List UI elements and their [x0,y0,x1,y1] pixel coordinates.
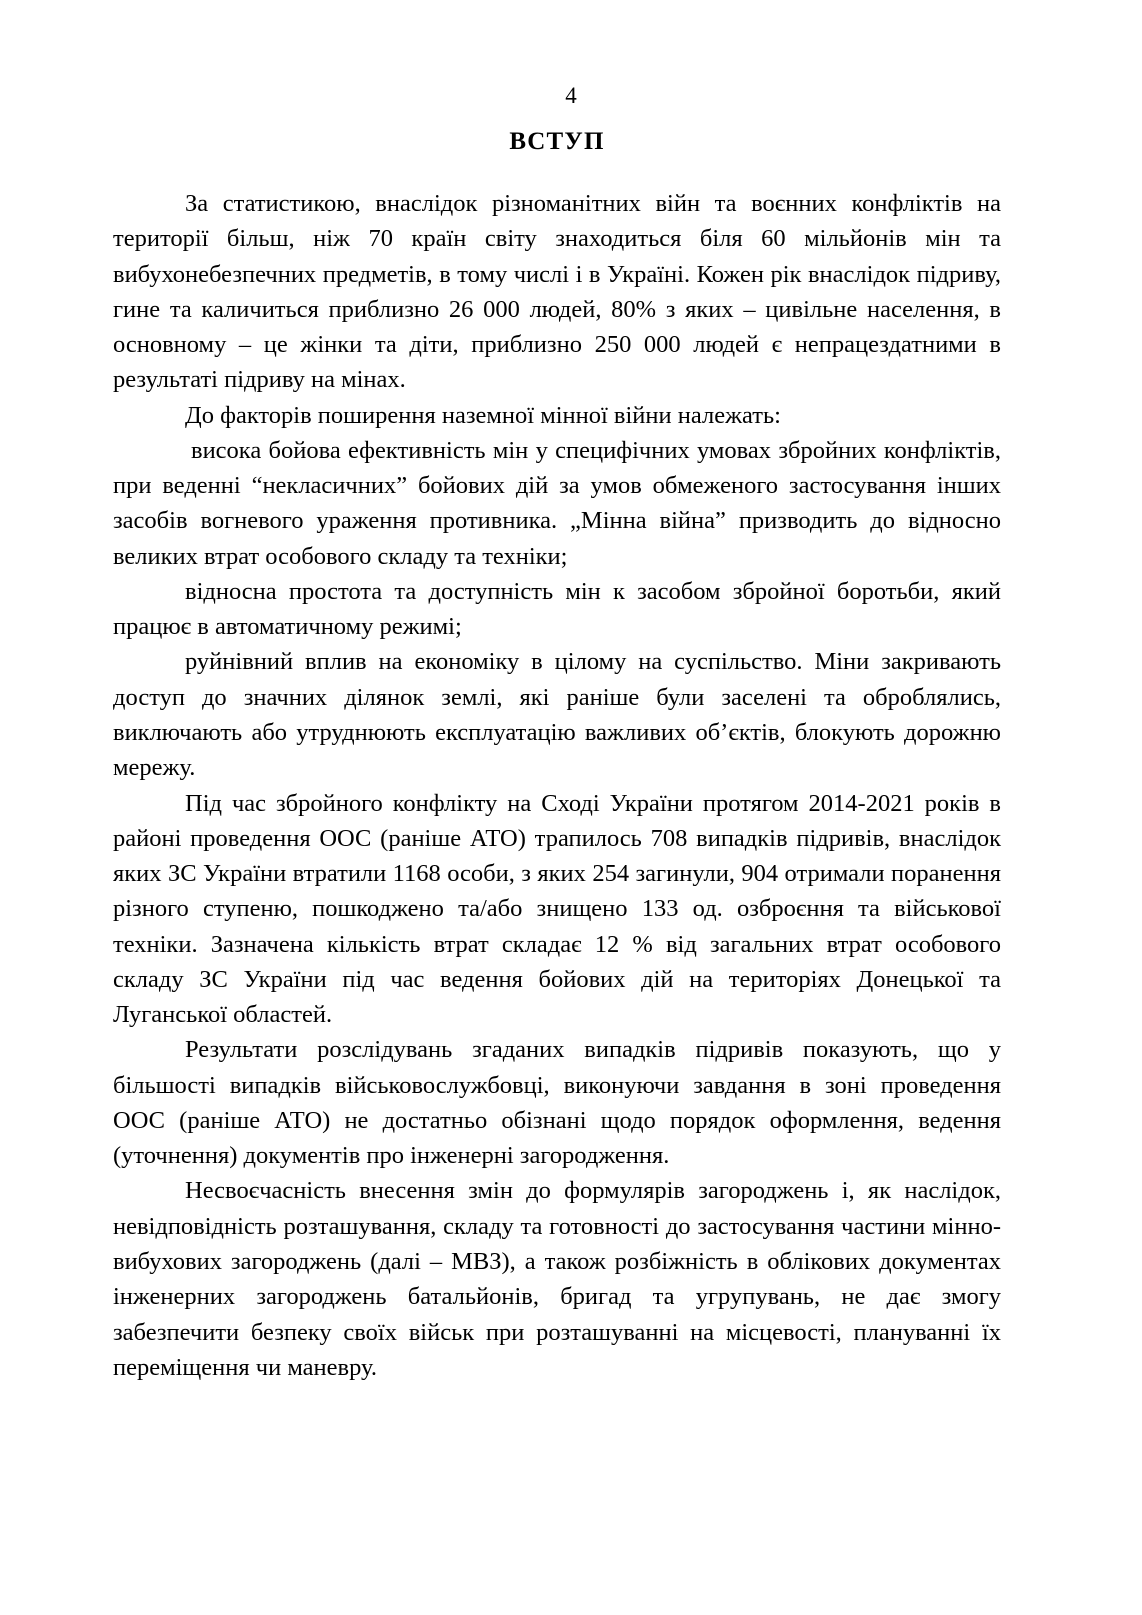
paragraph-4: відносна простота та доступність мін к засобом збройної боротьби, який працює в автоматичному режимі; [113,577,1001,641]
paragraph-5: руйнівний вплив на економіку в цілому на суспільство. Міни закривають доступ до значних ділянок землі, які раніше були заселені та оброблялись, виключають або утруднюють експлуатацію важливих об’єктів, блокують дорожню мережу. [113,648,1001,782]
paragraph-7: Результати розслідувань згаданих випадків підривів показують, що у більшості випадків військовослужбовці, виконуючи завдання в зоні проведення ООС (раніше АТО) не достатньо обізнані щодо порядок оформлення, ведення (уточнення) документів про інженерні загородження. [113,1036,1001,1170]
page-content [113,128,1001,1385]
paragraph-8: Несвоєчасність внесення змін до формулярів загороджень і, як наслідок, невідповідність розташування, складу та готовності до застосування частини мінно-вибухових загороджень (далі – МВЗ), а також розбіжність в облікових документах інженерних загороджень батальйонів, бригад та угрупувань, не дає змогу забезпечити безпеку своїх військ при розташуванні на місцевості, плануванні їх переміщення чи маневру. [113,1177,1001,1381]
page-title: ВСТУП [509,128,605,155]
paragraph-1: За статистикою, внаслідок різноманітних війн та воєнних конфліктів на території більш, ніж 70 країн світу знаходиться біля 60 мільйонів мін та вибухонебезпечних предметів, в тому числі і в Україні. Кожен рік внаслідок підриву, гине та каличиться приблизно 26 000 людей, 80% з яких – цивільне населення, в основному – це жінки та діти, приблизно 250 000 людей є непрацездатними в результаті підриву на мінах. [113,190,1001,394]
paragraph-3: висока бойова ефективність мін у специфічних умовах збройних конфліктів, при веденні “некласичних” бойових дій за умов обмеженого застосування інших засобів вогневого ураження противника. „Мінна війна” призводить до відносно великих втрат особового складу та техніки; [113,436,1001,570]
paragraph-2: До факторів поширення наземної мінної війни належать: [185,401,781,429]
paragraph-6: Під час збройного конфлікту на Сході України протягом 2014-2021 років в районі проведення ООС (раніше АТО) трапилось 708 випадків підривів, внаслідок яких ЗС України втратили 1168 особи, з яких 254 загинули, 904 отримали поранення різного ступеню, пошкоджено та/або знищено 133 од. озброєння та військової техніки. Зазначена кількість втрат складає 12 % від загальних втрат особового складу ЗС України під час ведення бойових дій на територіях Донецької та Луганської областей. [113,789,1001,1029]
page-number: 4 [565,83,577,108]
